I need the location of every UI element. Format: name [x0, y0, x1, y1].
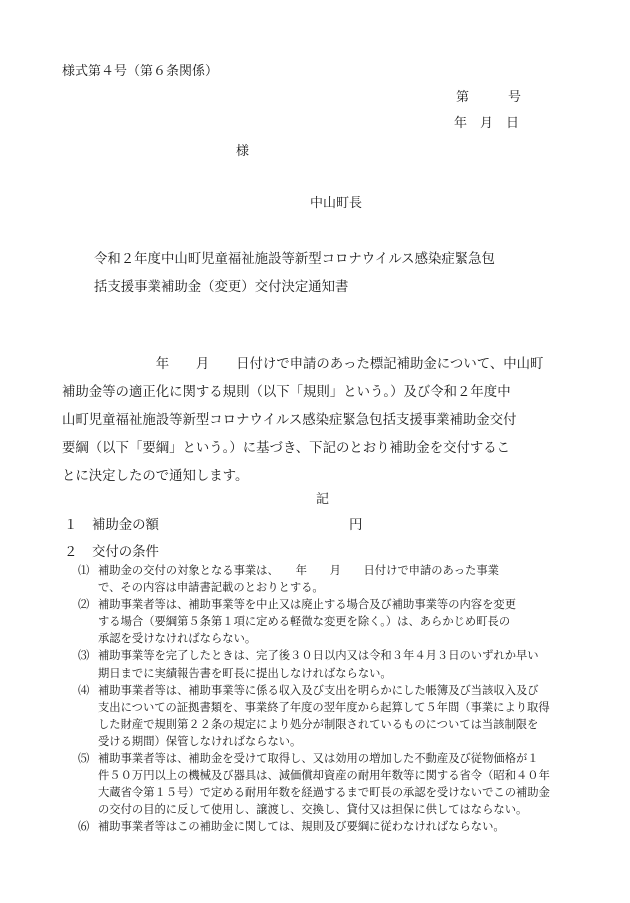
- document-title: [94, 246, 495, 302]
- condition-line: 受ける期間）保管しなければならない。: [98, 734, 302, 748]
- title-line-1: 令和２年度中山町児童福祉施設等新型コロナウイルス感染症緊急包: [94, 252, 495, 267]
- section-grant-amount: [64, 514, 362, 533]
- section-1-label: 補助金の額: [92, 518, 159, 533]
- condition-item: [78, 750, 598, 818]
- body-line-5: とに決定したので通知します。: [62, 469, 249, 484]
- document-number-line: 第 号: [456, 90, 522, 105]
- issuer-name: 中山町長: [310, 196, 363, 211]
- condition-number: ⑸: [78, 752, 90, 766]
- condition-line: 補助金の交付の対象となる事業は、 年 月 日付けで申請のあった事業: [98, 564, 499, 577]
- condition-line: 件５０万円以上の機械及び器具は、減価償却資産の耐用年数等に関する省令（昭和４０年: [98, 769, 550, 783]
- condition-item: [78, 818, 598, 835]
- condition-line: 期日までに実績報告書を町長に提出しなければならない。: [98, 666, 392, 680]
- condition-number: ⑶: [78, 649, 90, 663]
- section-2-number: ２: [64, 545, 78, 560]
- ki-heading: 記: [316, 492, 330, 507]
- condition-line: する場合（要綱第５条第１項に定める軽微な変更を除く。）は、あらかじめ町長の: [98, 615, 511, 629]
- condition-item: [78, 562, 598, 596]
- condition-line: 支出についての証拠書類を、事業終了年度の翌年度から起算して５年間（事業により取得: [98, 700, 550, 714]
- condition-line: 補助事業者等は、補助金を受けて取得し、又は効用の増加した不動産及び従物価格が１: [98, 752, 539, 766]
- condition-line: で、その内容は申請書記載のとおりとする。: [98, 581, 324, 595]
- section-conditions: [64, 541, 159, 560]
- body-paragraph: [62, 351, 543, 491]
- condition-item: [78, 647, 598, 681]
- condition-item: [78, 596, 598, 647]
- condition-line: した財産で規則第２２条の規定により処分が制限されているものについては当該制限を: [98, 717, 539, 731]
- condition-line: 補助事業者等はこの補助金に関しては、規則及び要綱に従わなければならない。: [98, 820, 505, 834]
- body-line-4: 要綱（以下「要綱」という。）に基づき、下記のとおり補助金を交付するこ: [62, 441, 511, 456]
- condition-line: 補助事業等を完了したときは、完了後３０日以内又は令和３年４月３日のいずれか早い: [98, 649, 539, 663]
- addressee-honorific: 様: [236, 144, 250, 159]
- condition-number: ⑴: [78, 564, 90, 577]
- section-2-label: 交付の条件: [92, 545, 159, 560]
- condition-line: の交付の目的に反して使用し、譲渡し、交換し、貸付又は担保に供してはならない。: [98, 803, 528, 817]
- body-line-3: 山町児童福祉施設等新型コロナウイルス感染症緊急包括支援事業補助金交付: [62, 413, 517, 428]
- form-number-label: 様式第４号（第６条関係）: [62, 64, 219, 79]
- condition-line: 補助事業者等は、補助事業等に係る収入及び支出を明らかにした帳簿及び当該収入及び: [98, 683, 539, 697]
- conditions-list: [78, 562, 598, 836]
- section-1-number: １: [64, 518, 78, 533]
- document-date-line: 年 月 日: [454, 116, 520, 131]
- amount-unit: 円: [348, 518, 363, 533]
- condition-item: [78, 682, 598, 750]
- body-line-1: 年 月 日付けで申請のあった標記補助金について、中山町: [62, 357, 544, 372]
- condition-line: 承認を受けなければならない。: [98, 632, 257, 646]
- title-line-2: 括支援事業補助金（変更）交付決定通知書: [94, 280, 349, 295]
- condition-number: ⑹: [78, 820, 90, 834]
- condition-number: ⑷: [78, 683, 90, 697]
- condition-line: 補助事業者等は、補助事業等を中止又は廃止する場合及び補助事業等の内容を変更: [98, 598, 516, 612]
- condition-number: ⑵: [78, 598, 90, 612]
- body-line-2: 補助金等の適正化に関する規則（以下「規則」という。）及び令和２年度中: [62, 385, 511, 400]
- condition-line: 大蔵省令第１５号）で定める耐用年数を経過するまで町長の承認を受けないでこの補助金: [98, 786, 550, 800]
